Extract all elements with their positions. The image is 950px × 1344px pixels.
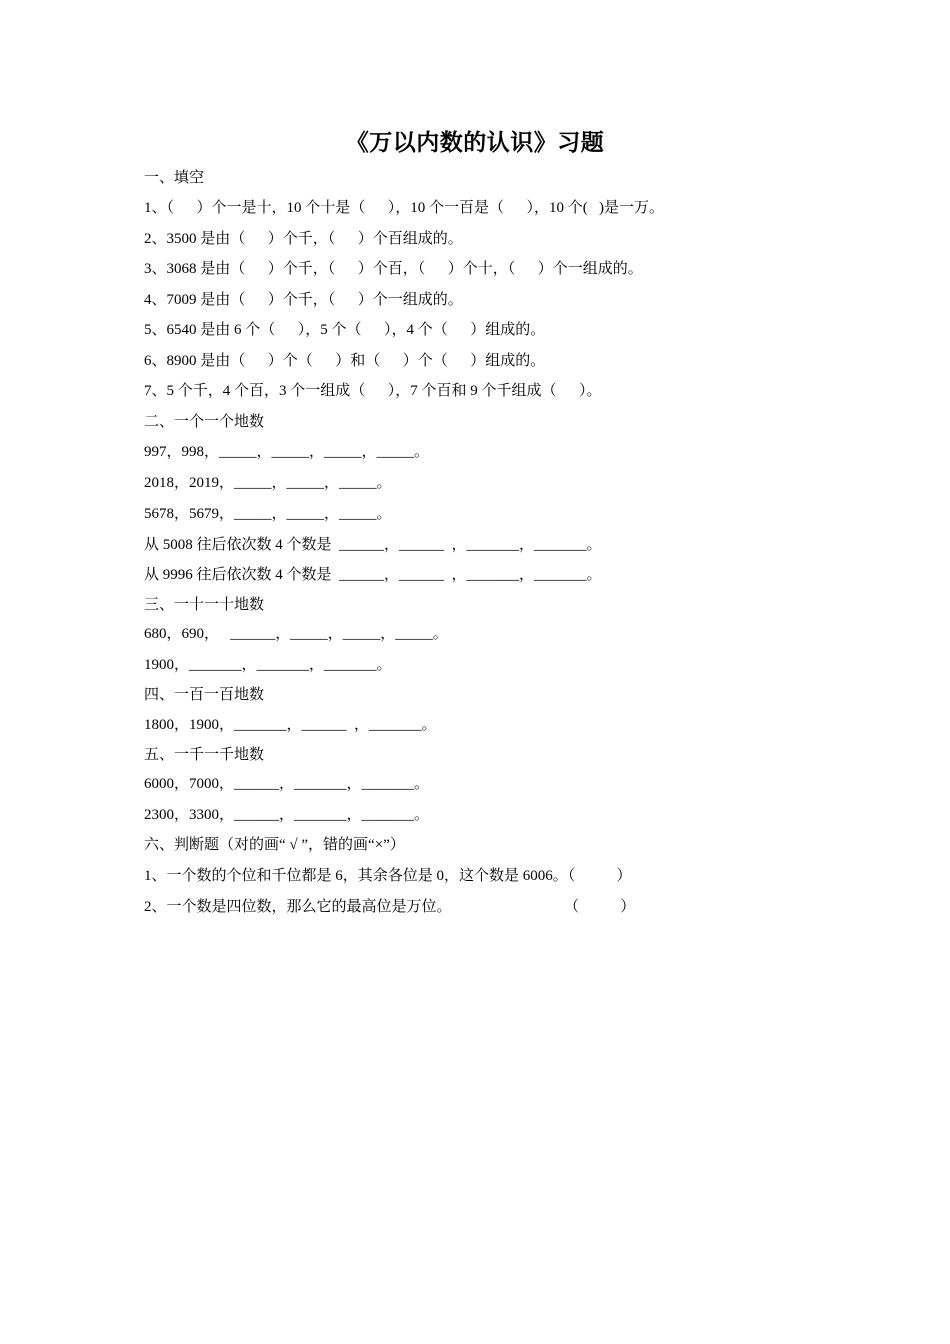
question-line: 1、（ ）个一是十，10 个十是（ ），10 个一百是（ ），10 个( )是一万。: [144, 200, 664, 216]
page-title: 《万以内数的认识》习题: [345, 130, 605, 155]
section-heading-fill-blank: 一、填空: [144, 170, 205, 186]
question-line: 2300，3300，______，_______，_______。: [144, 807, 430, 823]
question-line: 从 5008 往后依次数 4 个数是 ______，______ ，_______，_______。: [144, 537, 602, 553]
question-line: 2018，2019，_____，_____，_____。: [144, 475, 392, 491]
section-heading-true-false: 六、判断题（对的画“ √ ”，错的画“×”）: [144, 837, 405, 853]
question-line: 1、一个数的个位和千位都是 6，其余各位是 0，这个数是 6006。（ ）: [144, 868, 632, 884]
question-line: 从 9996 往后依次数 4 个数是 ______，______ ，_______，_______。: [144, 567, 602, 583]
question-line: 3、3068 是由（ ）个千，（ ）个百，（ ）个十，（ ）个一组成的。: [144, 261, 643, 277]
question-line: 2、3500 是由（ ）个千，（ ）个百组成的。: [144, 231, 463, 247]
section-heading-count-by-hundreds: 四、一百一百地数: [144, 687, 265, 703]
section-heading-count-by-tens: 三、一十一十地数: [144, 597, 265, 613]
section-heading-count-by-thousands: 五、一千一千地数: [144, 747, 265, 763]
question-line: 1900，_______，_______，_______。: [144, 657, 392, 673]
question-line: 680，690， ______，_____，_____，_____。: [144, 626, 448, 642]
question-line: 7、5 个千，4 个百，3 个一组成（ ），7 个百和 9 个千组成（ ）。: [144, 383, 602, 399]
question-line: 4、7009 是由（ ）个千，（ ）个一组成的。: [144, 292, 463, 308]
question-line: 2、一个数是四位数，那么它的最高位是万位。 （ ）: [144, 899, 636, 915]
question-line: 5、6540 是由 6 个（ ），5 个（ ），4 个（ ）组成的。: [144, 322, 546, 338]
question-line: 997，998，_____，_____，_____，_____。: [144, 444, 430, 460]
section-heading-count-by-ones: 二、一个一个地数: [144, 414, 265, 430]
question-line: 6、8900 是由（ ）个（ ）和（ ）个（ ）组成的。: [144, 353, 546, 369]
question-line: 1800，1900，_______，______ ，_______。: [144, 717, 437, 733]
question-line: 6000，7000，______，_______，_______。: [144, 776, 430, 792]
question-line: 5678，5679，_____，_____，_____。: [144, 506, 392, 522]
